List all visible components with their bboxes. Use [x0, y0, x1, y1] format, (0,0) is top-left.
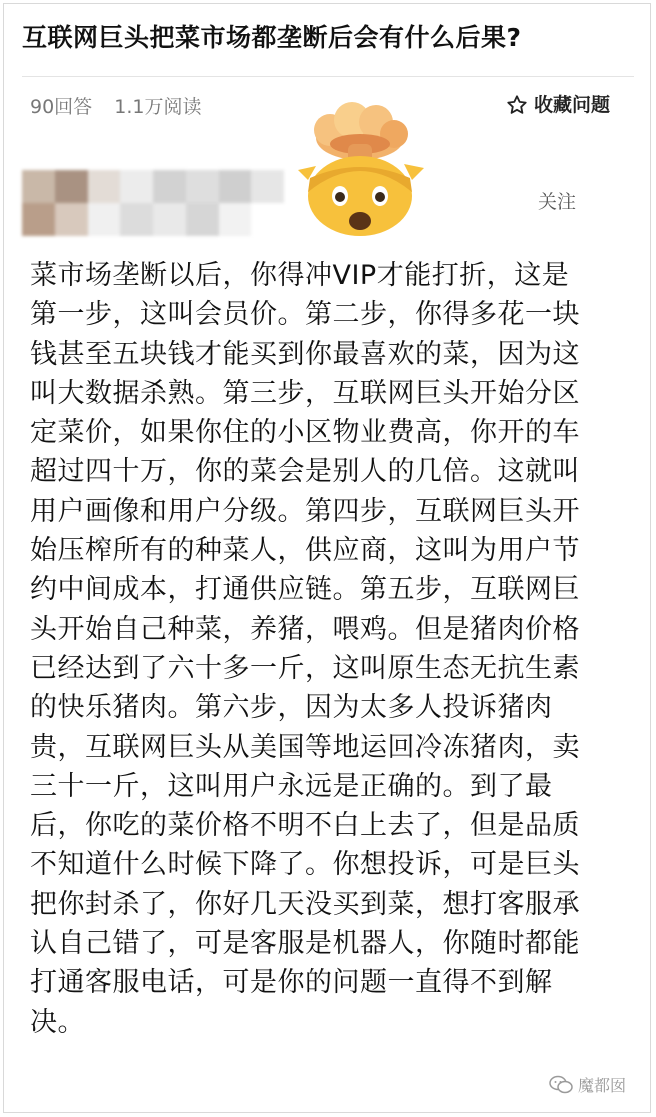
- title-divider: [22, 76, 634, 77]
- follow-button[interactable]: 关注: [538, 191, 577, 213]
- answer-line: 不知道什么时候下降了。你想投诉，可是巨头: [30, 849, 580, 881]
- watermark: [549, 1073, 626, 1096]
- answers-count[interactable]: 90回答: [30, 96, 93, 118]
- author-info-blurred[interactable]: [22, 170, 284, 236]
- wechat-icon: [549, 1075, 573, 1095]
- answer-line: 已经达到了六十多一斤，这叫原生态无抗生素: [30, 652, 580, 684]
- exploding-head-emoji: [290, 100, 430, 240]
- answer-body: [30, 256, 630, 1042]
- answer-line: 始压榨所有的种菜人，供应商，这叫为用户节: [30, 535, 580, 567]
- answer-line: 后，你吃的菜价格不明不白上去了，但是品质: [30, 810, 580, 842]
- answer-line: 超过四十万，你的菜会是别人的几倍。这就叫: [30, 456, 580, 488]
- answer-line: 三十一斤，这叫用户永远是正确的。到了最: [30, 770, 553, 802]
- answer-line: 打通客服电话，可是你的问题一直得不到解: [30, 967, 553, 999]
- watermark-text: 魔都囡: [577, 1076, 626, 1095]
- read-count: 1.1万阅读: [114, 96, 202, 118]
- answer-line: 把你封杀了，你好几天没买到菜，想打客服承: [30, 888, 580, 920]
- answer-line: 贵，互联网巨头从美国等地运回冷冻猪肉，卖: [30, 731, 580, 763]
- collect-label: 收藏问题: [533, 94, 610, 116]
- answer-line: 钱甚至五块钱才能买到你最喜欢的菜，因为这: [30, 338, 580, 370]
- answer-line: 决。: [30, 1006, 85, 1038]
- answer-line: 第一步，这叫会员价。第二步，你得多花一块: [30, 299, 580, 331]
- question-meta: [30, 93, 217, 121]
- answer-line: 定菜价，如果你住的小区物业费高，你开的车: [30, 417, 580, 449]
- answer-line: 菜市场垄断以后，你得冲VIP才能打折，这是: [30, 260, 570, 291]
- answer-line: 叫大数据杀熟。第三步，互联网巨头开始分区: [30, 377, 580, 409]
- answer-line: 认自己错了，可是客服是机器人，你随时都能: [30, 928, 580, 960]
- answer-line: 的快乐猪肉。第六步，因为太多人投诉猪肉: [30, 692, 553, 724]
- question-title[interactable]: 互联网巨头把菜市场都垄断后会有什么后果?: [22, 23, 522, 52]
- answer-line: 用户画像和用户分级。第四步，互联网巨头开: [30, 495, 580, 527]
- answer-line: 头开始自己种菜，养猪，喂鸡。但是猪肉价格: [30, 613, 580, 645]
- collect-question-button[interactable]: [506, 90, 610, 120]
- answer-line: 约中间成本，打通供应链。第五步，互联网巨: [30, 574, 580, 606]
- star-outline-icon: [506, 94, 528, 116]
